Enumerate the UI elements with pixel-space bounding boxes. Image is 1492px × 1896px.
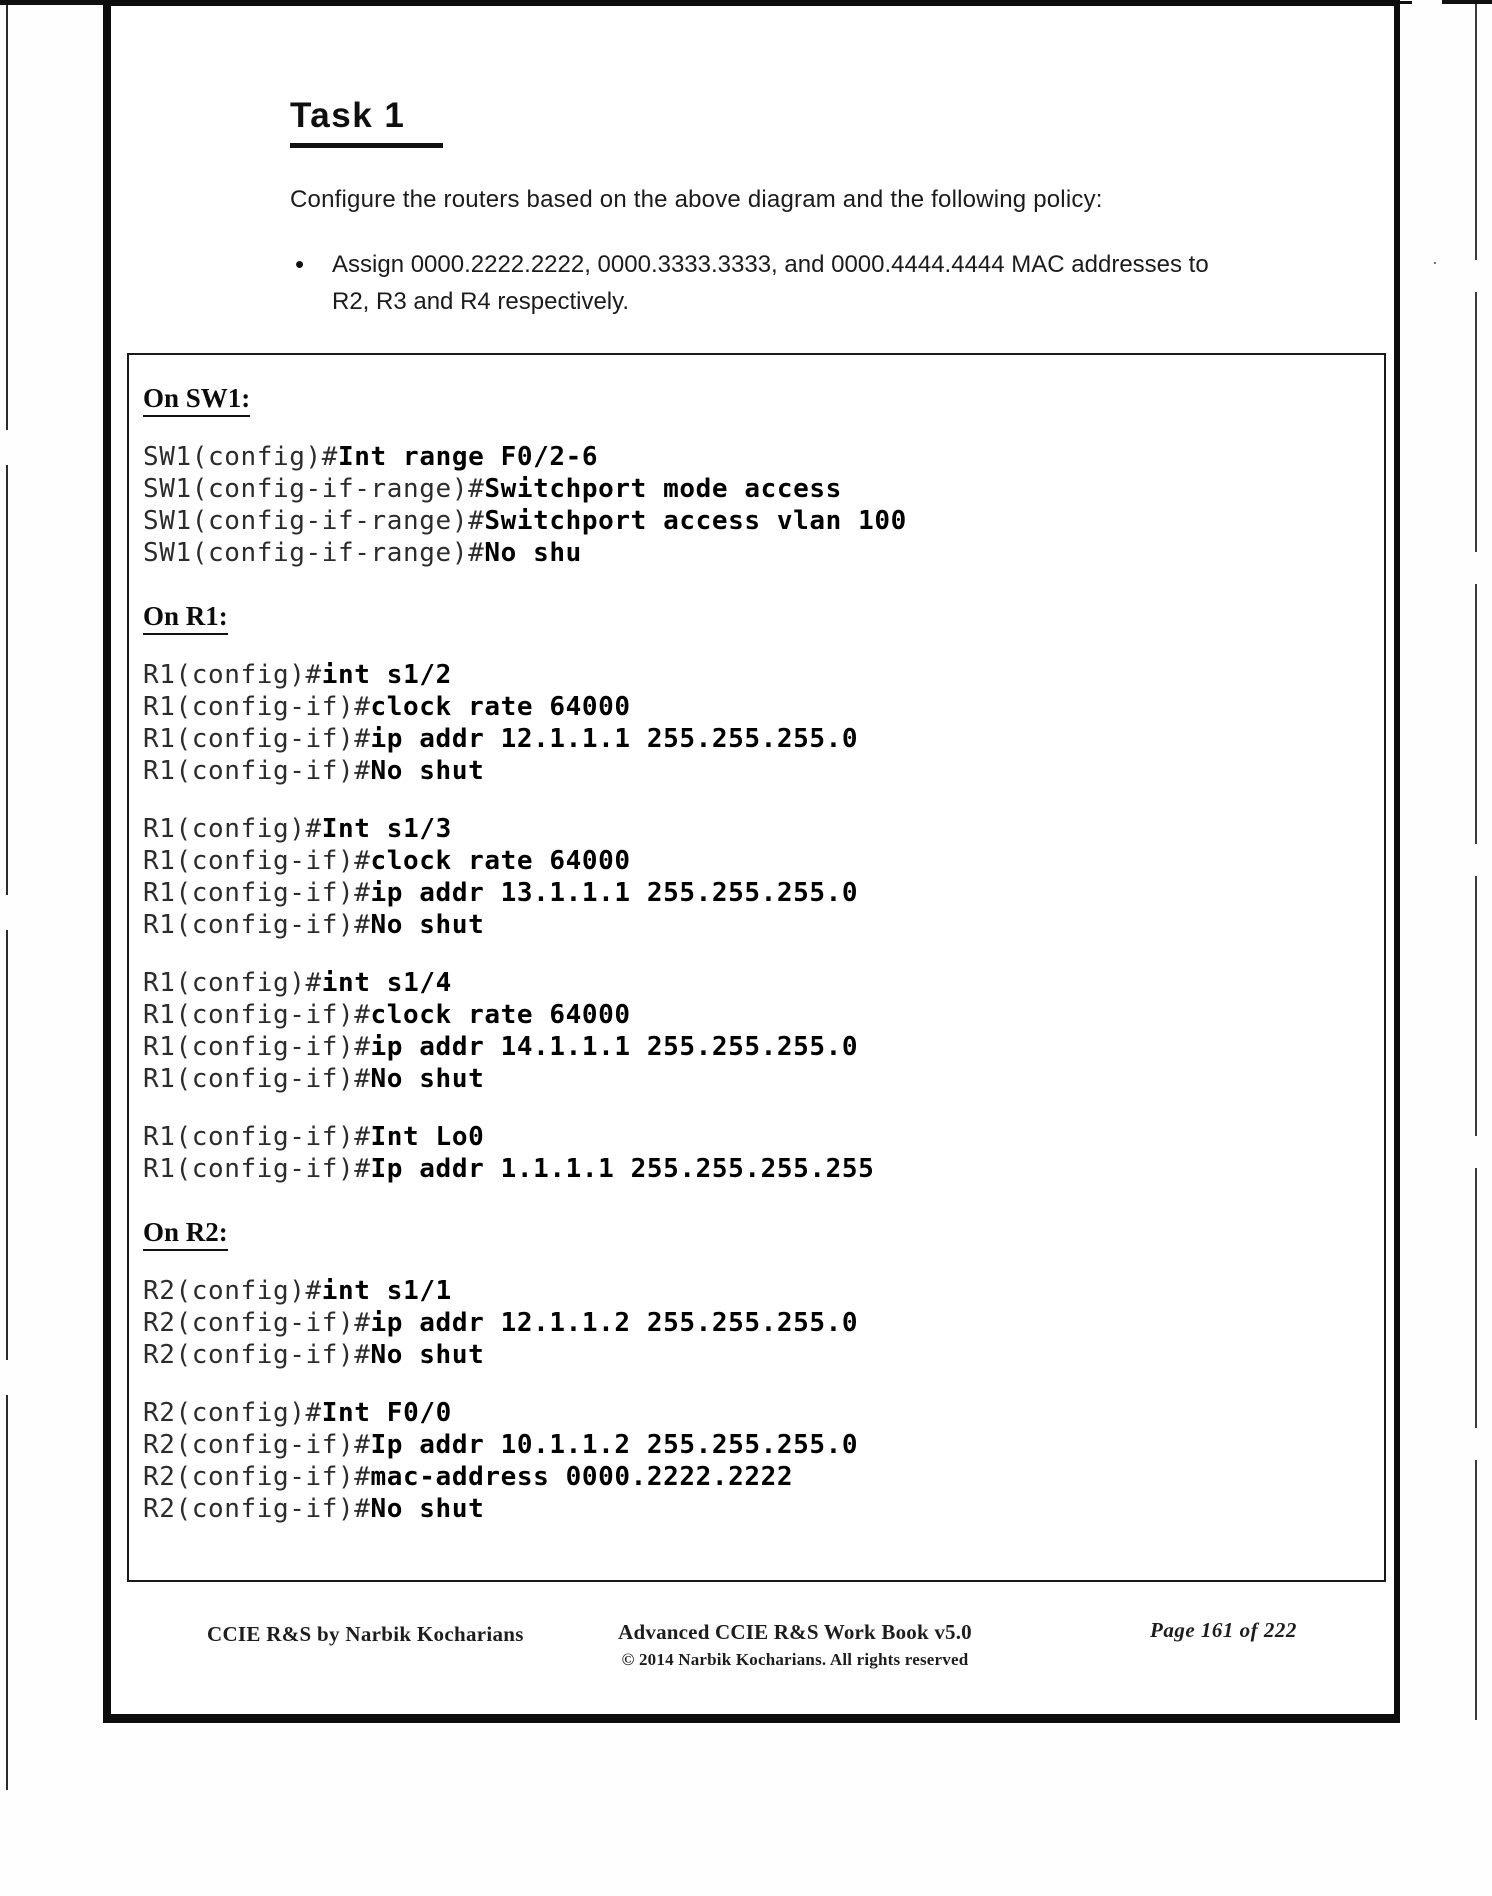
config-block bbox=[143, 1397, 1366, 1525]
config-line bbox=[143, 723, 1366, 755]
config-block bbox=[143, 1275, 1366, 1371]
cli-command: No shut bbox=[370, 1340, 485, 1370]
task-title: Task 1 bbox=[290, 96, 443, 148]
config-line bbox=[143, 441, 1366, 473]
cli-command: ip addr 12.1.1.2 255.255.255.0 bbox=[370, 1308, 859, 1338]
cli-prompt: R1(config-if)# bbox=[143, 1122, 371, 1152]
config-block bbox=[143, 813, 1366, 941]
cli-prompt: R1(config)# bbox=[143, 660, 322, 690]
cli-prompt: R1(config-if)# bbox=[143, 878, 371, 908]
section-heading bbox=[143, 1215, 1366, 1249]
config-line bbox=[143, 1275, 1366, 1307]
cli-prompt: R1(config-if)# bbox=[143, 910, 371, 940]
config-line bbox=[143, 1121, 1366, 1153]
config-line bbox=[143, 1397, 1366, 1429]
config-line bbox=[143, 967, 1366, 999]
cli-prompt: SW1(config)# bbox=[143, 442, 339, 472]
task-intro: Configure the routers based on the above diagram and the following policy: bbox=[290, 186, 1103, 213]
cli-prompt: R2(config-if)# bbox=[143, 1494, 371, 1524]
cli-command: mac-address 0000.2222.2222 bbox=[370, 1462, 794, 1492]
cli-prompt: R2(config-if)# bbox=[143, 1308, 371, 1338]
section-heading-text: On SW1: bbox=[143, 383, 250, 417]
config-line bbox=[143, 909, 1366, 941]
cli-command: ip addr 12.1.1.1 255.255.255.0 bbox=[370, 724, 859, 754]
config-line bbox=[143, 473, 1366, 505]
cli-command: Ip addr 10.1.1.2 255.255.255.0 bbox=[370, 1430, 859, 1460]
bullet-list bbox=[332, 246, 1252, 320]
cli-prompt: R2(config-if)# bbox=[143, 1430, 371, 1460]
cli-command: ip addr 14.1.1.1 255.255.255.0 bbox=[370, 1032, 859, 1062]
footer-book-title: Advanced CCIE R&S Work Book v5.0 bbox=[618, 1620, 972, 1644]
cli-prompt: R1(config)# bbox=[143, 968, 322, 998]
cli-command: No shut bbox=[370, 756, 485, 786]
cli-command: int s1/1 bbox=[321, 1276, 452, 1306]
footer-copyright: © 2014 Narbik Kocharians. All rights reserved bbox=[621, 1650, 969, 1669]
config-block bbox=[143, 659, 1366, 787]
cli-prompt: SW1(config-if-range)# bbox=[143, 506, 485, 536]
cli-prompt: R1(config-if)# bbox=[143, 724, 371, 754]
cli-prompt: R1(config-if)# bbox=[143, 756, 371, 786]
config-line bbox=[143, 999, 1366, 1031]
config-line bbox=[143, 537, 1366, 569]
config-line bbox=[143, 1339, 1366, 1371]
cli-command: clock rate 64000 bbox=[370, 692, 631, 722]
section-heading bbox=[143, 599, 1366, 633]
cli-command: No shut bbox=[370, 910, 485, 940]
section-heading bbox=[143, 381, 1366, 415]
cli-command: Int range F0/2-6 bbox=[338, 442, 599, 472]
cli-command: Switchport access vlan 100 bbox=[484, 506, 907, 536]
config-line bbox=[143, 755, 1366, 787]
bullet-item: • Assign 0000.2222.2222, 0000.3333.3333, and 0000.4444.4444 MAC addresses to R2, R3 and R4 respectively. bbox=[332, 246, 1252, 320]
cli-prompt: R1(config-if)# bbox=[143, 1154, 371, 1184]
config-line bbox=[143, 845, 1366, 877]
config-line bbox=[143, 1153, 1366, 1185]
scan-artifact-left-line bbox=[6, 0, 8, 1790]
scan-artifact-top-dash bbox=[1442, 0, 1492, 4]
cli-prompt: SW1(config-if-range)# bbox=[143, 538, 485, 568]
config-line bbox=[143, 505, 1366, 537]
cli-prompt: R1(config-if)# bbox=[143, 1000, 371, 1030]
cli-prompt: R2(config-if)# bbox=[143, 1340, 371, 1370]
config-line bbox=[143, 1461, 1366, 1493]
cli-prompt: R2(config)# bbox=[143, 1276, 322, 1306]
config-line bbox=[143, 1493, 1366, 1525]
cli-prompt: SW1(config-if-range)# bbox=[143, 474, 485, 504]
cli-prompt: R1(config-if)# bbox=[143, 1064, 371, 1094]
footer-book-info bbox=[545, 1620, 1045, 1670]
config-block bbox=[143, 1121, 1366, 1185]
cli-command: No shut bbox=[370, 1494, 485, 1524]
cli-command: Ip addr 1.1.1.1 255.255.255.255 bbox=[370, 1154, 875, 1184]
cli-command: No shut bbox=[370, 1064, 485, 1094]
cli-command: Int F0/0 bbox=[321, 1398, 452, 1428]
cli-prompt: R2(config)# bbox=[143, 1398, 322, 1428]
cli-prompt: R1(config-if)# bbox=[143, 692, 371, 722]
config-line bbox=[143, 1031, 1366, 1063]
section-heading-text: On R1: bbox=[143, 601, 228, 635]
cli-command: No shu bbox=[484, 538, 582, 568]
footer-author: CCIE R&S by Narbik Kocharians bbox=[207, 1622, 524, 1646]
cli-prompt: R1(config-if)# bbox=[143, 846, 371, 876]
cli-command: ip addr 13.1.1.1 255.255.255.0 bbox=[370, 878, 859, 908]
scan-artifact-right-line bbox=[1475, 0, 1477, 1740]
cli-command: clock rate 64000 bbox=[370, 1000, 631, 1030]
config-line bbox=[143, 691, 1366, 723]
config-line bbox=[143, 1429, 1366, 1461]
config-box bbox=[127, 353, 1386, 1582]
footer-page-number: Page 161 of 222 bbox=[1150, 1618, 1297, 1642]
cli-command: Int s1/3 bbox=[321, 814, 452, 844]
config-line bbox=[143, 659, 1366, 691]
config-line bbox=[143, 877, 1366, 909]
cli-command: Switchport mode access bbox=[484, 474, 842, 504]
cli-command: clock rate 64000 bbox=[370, 846, 631, 876]
cli-command: int s1/4 bbox=[321, 968, 452, 998]
cli-command: int s1/2 bbox=[321, 660, 452, 690]
config-block bbox=[143, 441, 1366, 569]
cli-prompt: R1(config-if)# bbox=[143, 1032, 371, 1062]
config-block bbox=[143, 967, 1366, 1095]
section-heading-text: On R2: bbox=[143, 1217, 228, 1251]
cli-prompt: R2(config-if)# bbox=[143, 1462, 371, 1492]
config-line bbox=[143, 813, 1366, 845]
cli-prompt: R1(config)# bbox=[143, 814, 322, 844]
config-line bbox=[143, 1307, 1366, 1339]
cli-command: Int Lo0 bbox=[370, 1122, 485, 1152]
scan-speck bbox=[1434, 262, 1436, 264]
config-line bbox=[143, 1063, 1366, 1095]
